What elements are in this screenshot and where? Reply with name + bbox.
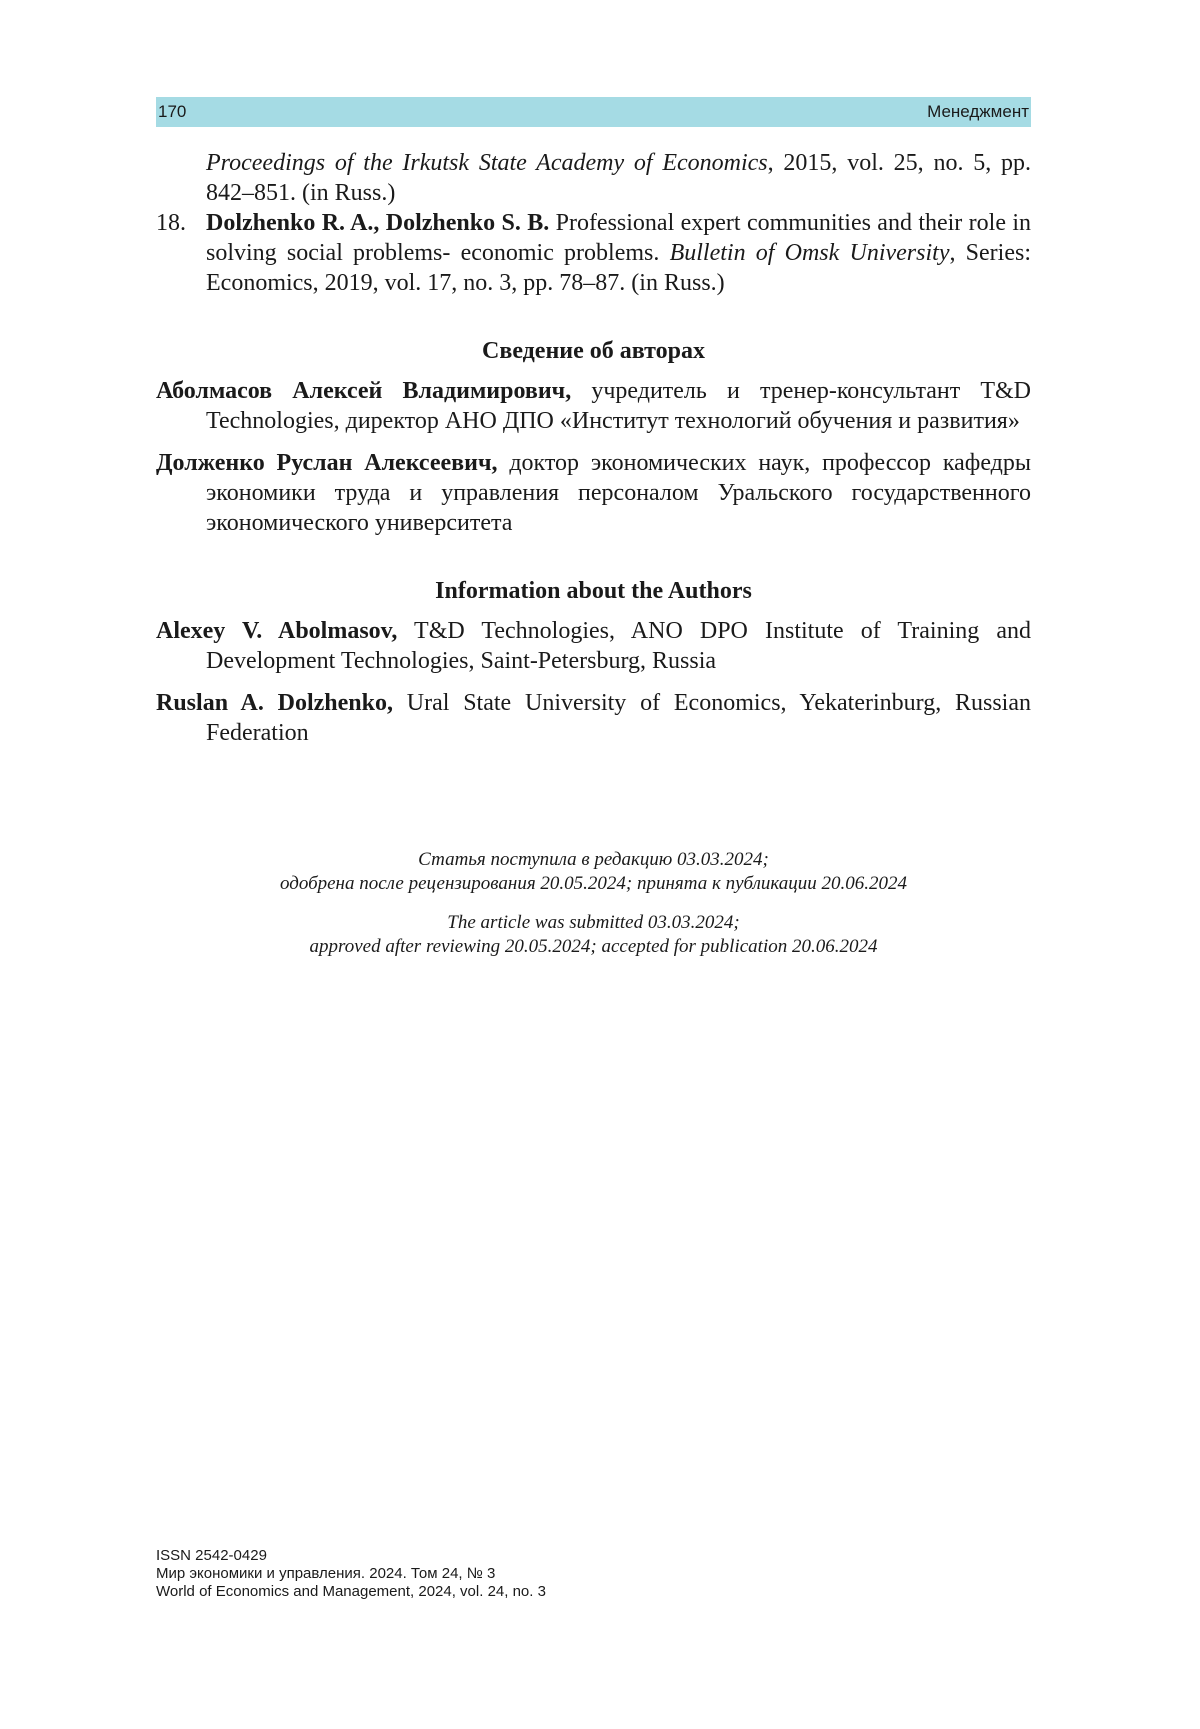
reference-18 (156, 208, 1031, 298)
author-info: Ural State University of Economics, Yekaterinburg, Russian Federation (206, 690, 1032, 746)
dates-en-line-2: approved after reviewing 20.05.2024; accepted for publication 20.06.2024 (309, 936, 878, 957)
running-header (156, 97, 1031, 127)
section-name: Менеджмент (927, 102, 1029, 121)
author-info: учредитель и тренер-консультант T&D Technologies, директор АНО ДПО «Институт технологий обучения и развития» (206, 378, 1031, 434)
reference-journal: Bulletin of Omsk University (669, 240, 950, 266)
author-name: Ruslan A. Dolzhenko, (156, 690, 393, 716)
author-ru-2 (156, 448, 1031, 538)
footer-journal-ru: Мир экономики и управления. 2024. Том 24, № 3 (156, 1565, 496, 1582)
dates-ru-line-2: одобрена после рецензирования 20.05.2024; принята к публикации 20.06.2024 (279, 873, 908, 894)
author-info: T&D Technologies, ANO DPO Institute of Training and Development Technologies, Saint-Petersburg, Russia (206, 618, 1031, 674)
authors-ru-heading: Сведение об авторах (482, 338, 705, 364)
dates-ru (156, 848, 1031, 896)
author-name: Alexey V. Abolmasov, (156, 618, 398, 644)
reference-17-continuation (156, 148, 1031, 208)
dates-ru-line-1: Статья поступила в редакцию 03.03.2024; (418, 849, 769, 870)
author-name: Долженко Руслан Алексеевич, (156, 450, 498, 476)
author-info: доктор экономических наук, профессор кафедры экономики труда и управления персоналом Уральского государственного экономического университета (206, 450, 1032, 536)
author-en-2 (156, 688, 1031, 748)
main-content (156, 148, 1031, 748)
reference-number: 18. (156, 210, 186, 236)
reference-authors: Dolzhenko R. A., Dolzhenko S. B. (206, 210, 550, 236)
reference-title: Professional expert communities and their role in solving social problems- economic problems. (206, 210, 1032, 266)
page-footer (156, 1547, 546, 1601)
reference-journal: Proceedings of the Irkutsk State Academy of Economics (206, 150, 768, 176)
author-ru-1 (156, 376, 1031, 436)
author-en-1 (156, 616, 1031, 676)
dates-en-line-1: The article was submitted 03.03.2024; (447, 912, 740, 933)
footer-journal-en: World of Economics and Management, 2024, vol. 24, no. 3 (156, 1583, 546, 1600)
footer-issn: ISSN 2542-0429 (156, 1547, 267, 1564)
authors-en-heading: Information about the Authors (435, 578, 752, 604)
reference-details: , Series: Economics, 2019, vol. 17, no. 3, pp. 78–87. (in Russ.) (206, 240, 1032, 296)
dates-en (156, 911, 1031, 959)
page-number: 170 (158, 102, 187, 121)
author-name: Аболмасов Алексей Владимирович, (156, 378, 572, 404)
reference-details: , 2015, vol. 25, no. 5, pp. 842–851. (in Russ.) (206, 150, 1032, 206)
